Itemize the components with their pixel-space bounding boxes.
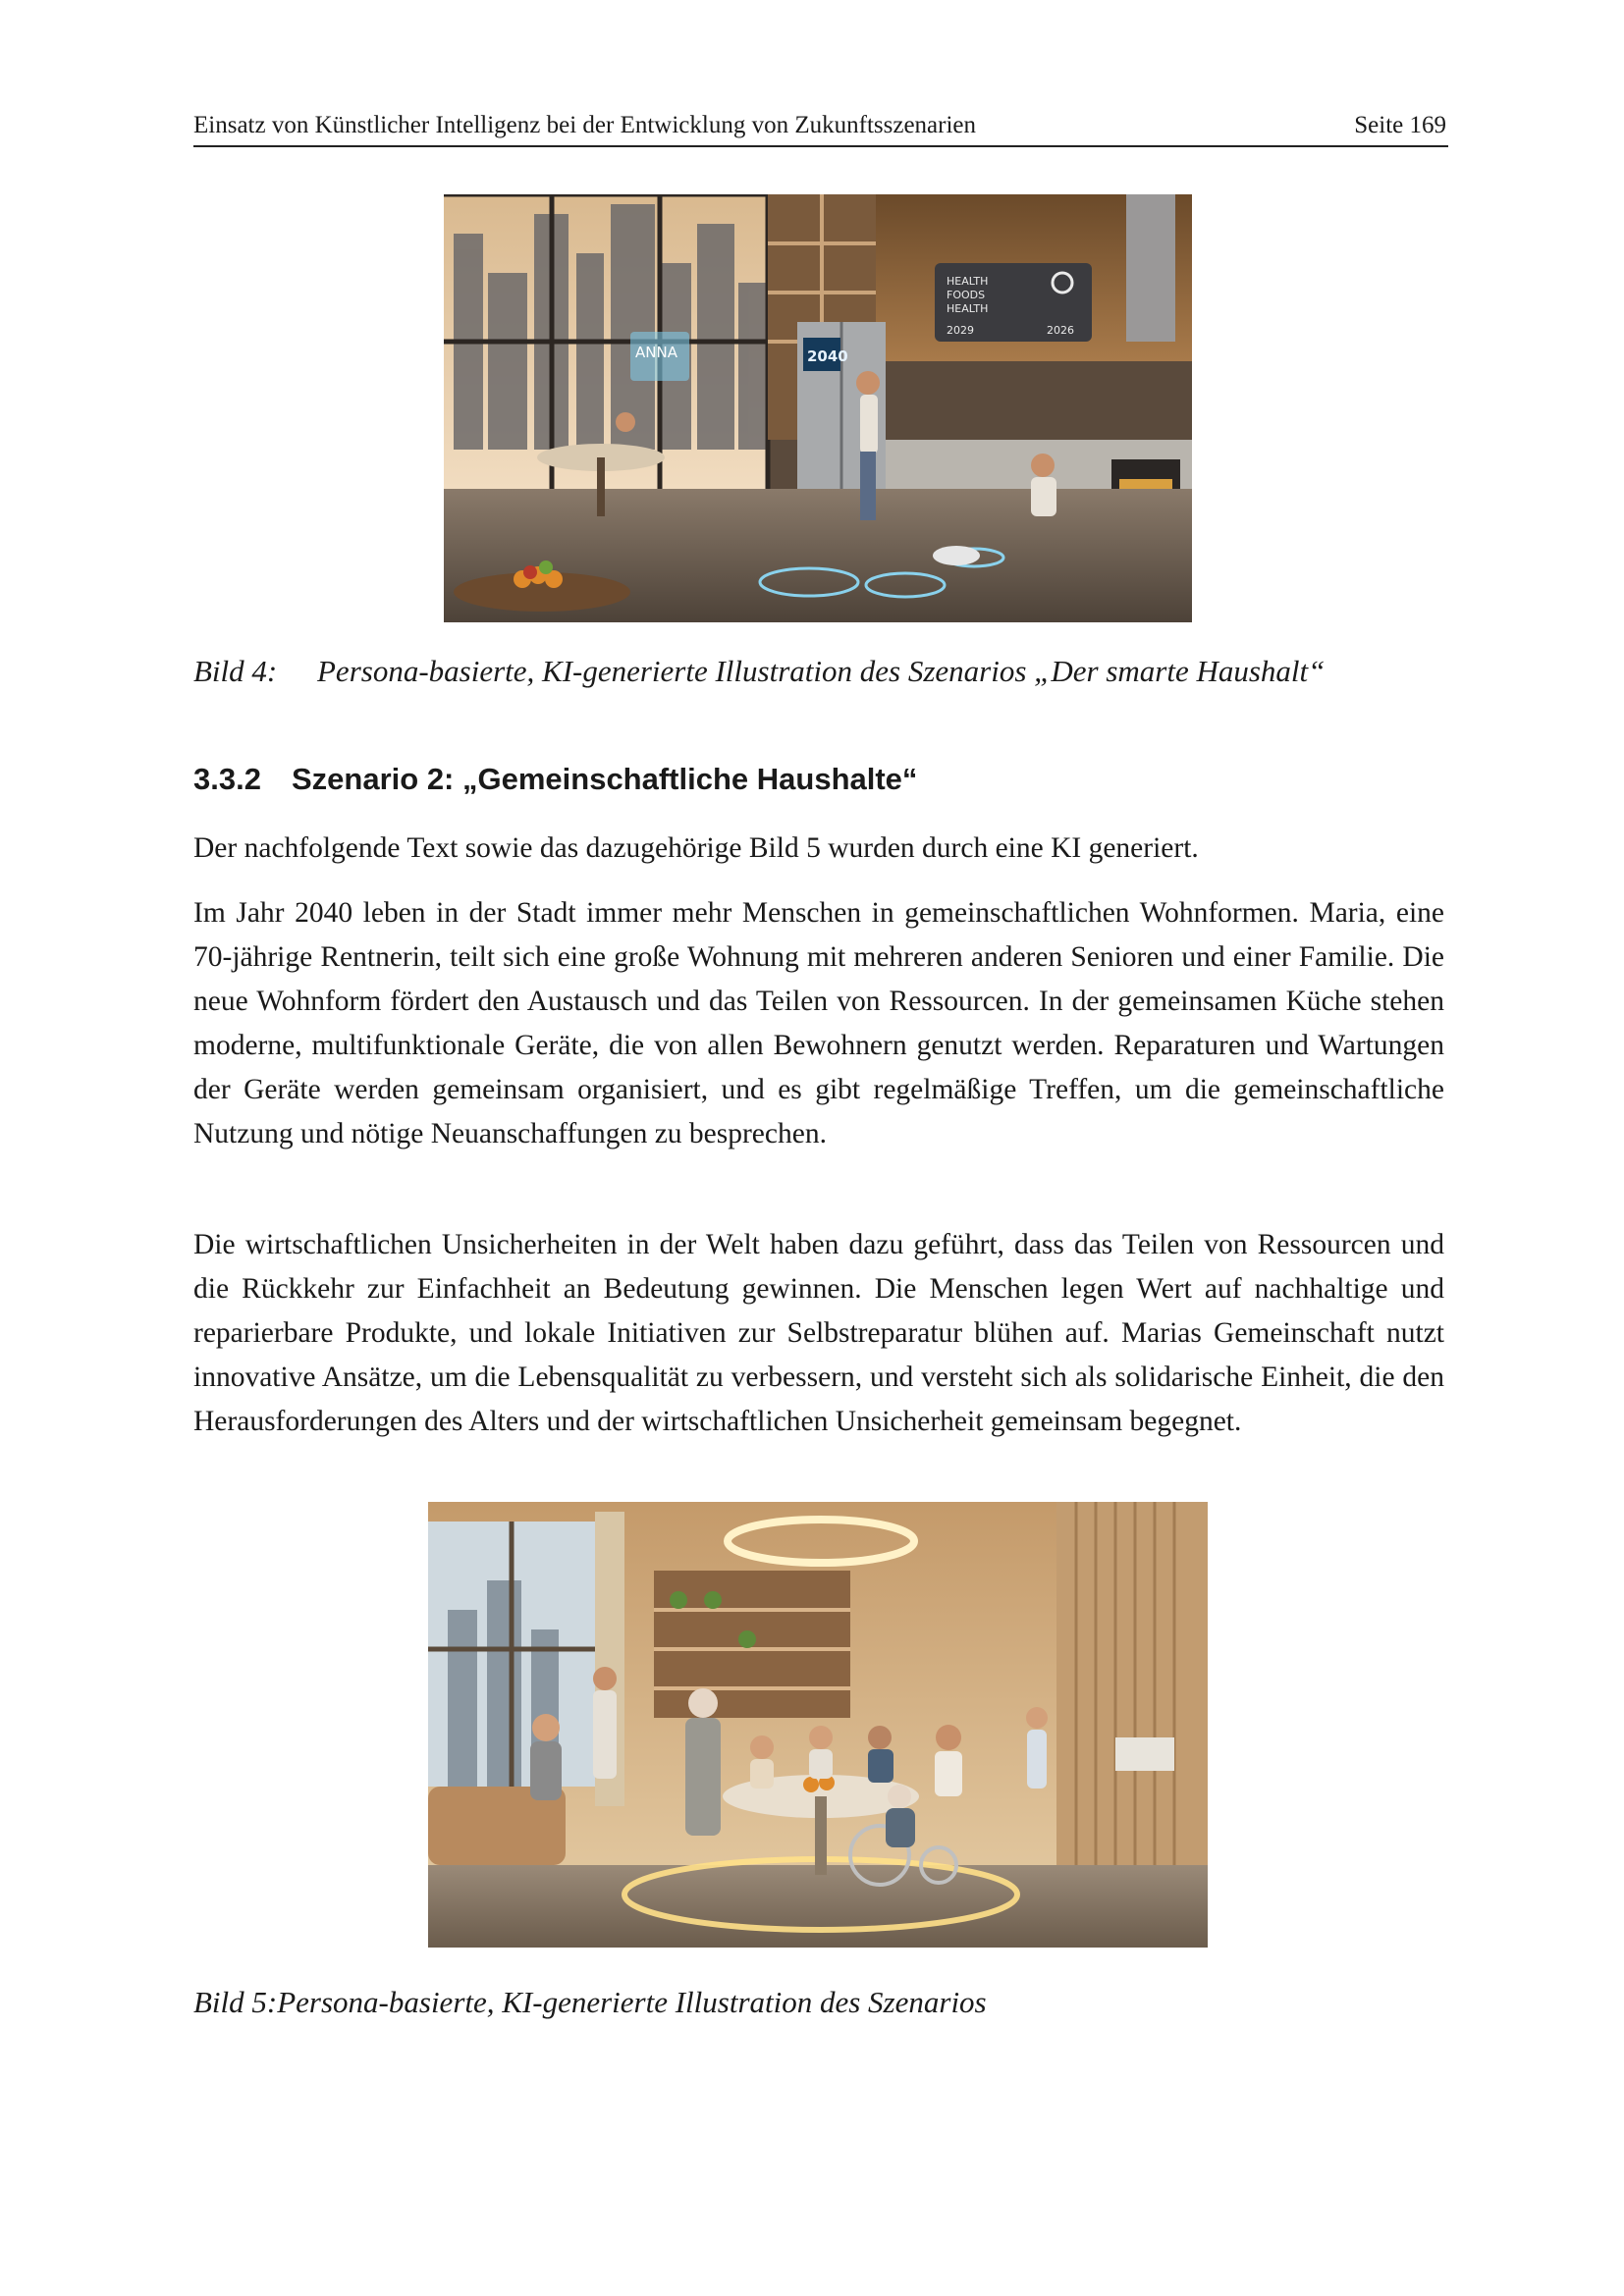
paragraph-context: Die wirtschaftlichen Unsicherheiten in der Welt haben dazu geführt, dass das Teilen von Ressourcen und die Rückkehr zur Einfachheit an Bedeutung gewinnen. Die Menschen legen Wert auf nachhaltige und reparierbare Produkte, und lokale Initiativen zur Selbstreparatur blühen auf. Marias Gemeinschaft nutzt innovative Ansätze, um die Lebensqualität zu verbessern, und versteht sich als solidarische Einheit, die den Herausforderungen des Alters und der wirtschaftlichen Unsicherheit gemeinsam begegnet. xyxy=(193,1229,1444,1437)
section-heading xyxy=(193,760,917,799)
paragraph-intro: Der nachfolgende Text sowie das dazugehörige Bild 5 wurden durch eine KI generiert. xyxy=(193,832,1199,864)
running-header xyxy=(193,108,1448,147)
svg-text:2026: 2026 xyxy=(1047,324,1074,337)
page-number: Seite 169 xyxy=(1354,112,1446,138)
figure-smart-household xyxy=(444,194,1192,622)
smart-household-illustration xyxy=(444,194,1192,622)
figure-caption-bild5: Bild 5:Persona-basierte, KI-generierte Illustration des Szenarios xyxy=(193,1985,987,2019)
svg-text:FOODS: FOODS xyxy=(947,289,986,301)
paragraph-scenario: Im Jahr 2040 leben in der Stadt immer mehr Menschen in gemeinschaftlichen Wohnformen. Maria, eine 70-jährige Rentnerin, teilt sich eine große Wohnung mit mehreren anderen Senioren und einer Familie. Die neue Wohnform fördert den Austausch und das Teilen von Ressourcen. In der gemeinsamen Küche stehen moderne, multifunktionale Geräte, die von allen Bewohnern genutzt werden. Reparaturen und Wartungen der Geräte werden gemeinsam organisiert, und es gibt regelmäßige Treffen, um die gemeinschaftliche Nutzung und nötige Neuanschaffungen zu besprechen. xyxy=(193,897,1444,1149)
shared-household-illustration xyxy=(428,1502,1208,1948)
caption-label: Bild 4: xyxy=(193,654,278,688)
caption-text: Persona-basierte, KI-generierte Illustration des Szenarios „Der smarte Haushalt“ xyxy=(317,654,1326,688)
svg-text:2029: 2029 xyxy=(947,324,974,337)
section-title: Szenario 2: „Gemeinschaftliche Haushalte“ xyxy=(292,762,918,796)
svg-text:HEALTH: HEALTH xyxy=(947,275,989,288)
svg-text:HEALTH: HEALTH xyxy=(947,302,989,315)
svg-text:2040: 2040 xyxy=(807,347,848,365)
figure-caption-bild4 xyxy=(193,652,1325,691)
figure-shared-household xyxy=(428,1502,1208,1948)
section-number: 3.3.2 xyxy=(193,762,261,796)
header-title: Einsatz von Künstlicher Intelligenz bei der Entwicklung von Zukunftsszenarien xyxy=(193,112,976,138)
svg-text:ANNA: ANNA xyxy=(635,344,677,361)
